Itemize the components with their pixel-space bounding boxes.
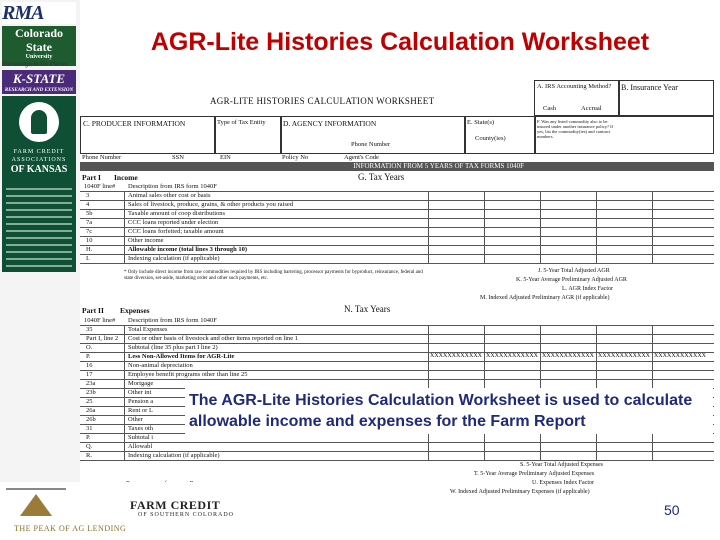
rma-logo: RMA [2, 2, 76, 24]
farm-credit-southern-colorado-logo: FARM CREDIT OF SOUTHERN COLORADO THE PEAK OF AG LENDING [0, 482, 236, 540]
excluded-mark: XXXXXXXXXXXX [430, 353, 482, 359]
expense-line-number: P. [86, 353, 91, 360]
policy-no-label: Policy No [282, 154, 309, 161]
k-label: K. 5-Year Average Preliminary Adjusted AGR [516, 277, 627, 283]
producer-info-box: C. PRODUCER INFORMATION [80, 116, 216, 154]
page-number: 50 [664, 502, 680, 518]
expense-line-number: O. [86, 344, 93, 351]
u-label: U. Expenses Index Factor [532, 480, 594, 486]
info-bar: INFORMATION FROM 5 YEARS OF TAX FORMS 1040F [80, 162, 714, 171]
expense-line-number: 35 [86, 326, 93, 333]
kstate-logo: K-STATE RESEARCH AND EXTENSION [2, 70, 76, 94]
farm-credit-kansas-logo [2, 96, 76, 272]
m-label: M. Indexed Adjusted Preliminary AGR (if applicable) [480, 295, 610, 301]
ein-label: EIN [220, 154, 231, 161]
expense-line-number: Part I, line 2 [86, 335, 119, 342]
expense-line-number: 23b [86, 389, 96, 396]
excluded-mark: XXXXXXXXXXXX [486, 353, 538, 359]
g-tax-years: G. Tax Years [358, 172, 405, 182]
part2-label: Part II [82, 306, 104, 315]
expense-description: Allowabl [128, 443, 153, 450]
income-description: Sales of livestock, produce, grains, & other products you raised [128, 201, 293, 208]
farm-credit-emblem-icon [19, 102, 59, 142]
income-description: CCC loans forfeited; taxable amount [128, 228, 224, 235]
expense-line-number: 26b [86, 416, 96, 423]
agency-info-box: D. AGENCY INFORMATION Phone Number [280, 116, 466, 154]
expense-description: Other int [128, 389, 152, 396]
logo-sidebar [0, 0, 80, 540]
expense-line-number: 17 [86, 371, 93, 378]
income-header-row: 1040F line# Description from IRS form 1040F [80, 182, 714, 192]
income-line-number: 7a [86, 219, 93, 226]
income-line-number: 3 [86, 192, 90, 199]
income-footnote: * Only include direct income from raw commodities required by IRS including bartering, processor payments for byproduct, reinsurance, federal and state diversion, set-aside, marketing order and other such payments, etc. [124, 270, 423, 281]
fcak-name: FARM CREDIT ASSOCIATIONS OF KANSAS [10, 149, 68, 175]
income-description: CCC loans reported under election [128, 219, 219, 226]
tax-entity-box: Type of Tax Entity [214, 116, 282, 154]
income-description: Allowable income (total lines 3 through 10) [128, 246, 248, 253]
expense-description: Subtotal (line 35 plus part I line 2) [128, 344, 218, 351]
expense-description: Employee benefit programs other than line 25 [128, 371, 248, 378]
expense-description: Total Expenses [128, 326, 168, 333]
n-tax-years: N. Tax Years [344, 304, 391, 314]
expense-description: Non-animal depreciation [128, 362, 193, 369]
expense-line-number: P. [86, 434, 91, 441]
expense-line-number: 31 [86, 425, 93, 432]
expense-description: Pension a [128, 398, 154, 405]
expense-line-number: 23a [86, 380, 96, 387]
income-line-number: 4 [86, 201, 90, 208]
expense-description: Other [128, 416, 143, 423]
expense-line-number: 16 [86, 362, 93, 369]
fcak-contact-lines [6, 188, 72, 272]
insurance-year-box: B. Insurance Year [618, 80, 714, 116]
expense-description: Rent or L [128, 407, 153, 414]
income-description: Animal sales other cost or basis [128, 192, 211, 199]
csu-tagline: Knowledge to Go Places [2, 62, 68, 68]
income-line-number: 5b [86, 210, 93, 217]
expense-description: Indexing calculation (if applicable) [128, 452, 220, 459]
income-description: Taxable amount of coop distributions [128, 210, 226, 217]
excluded-mark: XXXXXXXXXXXX [598, 353, 650, 359]
income-row [80, 254, 714, 264]
part1-label: Part I [82, 173, 101, 182]
state-box: E. State(s) County(ies) [464, 116, 536, 154]
expense-line-number: 25 [86, 398, 93, 405]
accounting-method-box: A. IRS Accounting Method? Cash Accrual [534, 80, 620, 116]
income-description: Indexing calculation (if applicable) [128, 255, 220, 262]
income-label: Income [114, 173, 138, 182]
expense-description: Subtotal i [128, 434, 154, 441]
excluded-mark: XXXXXXXXXXXX [542, 353, 594, 359]
w-label: W. Indexed Adjusted Preliminary Expenses (if applicable) [450, 489, 590, 495]
l-label: L. AGR Index Factor [562, 286, 613, 292]
csu-logo: Colorado State University [2, 26, 76, 66]
expense-row [80, 451, 714, 461]
expense-description: Less Non-Allowed Items for AGR-Lite [128, 353, 235, 360]
income-line-number: I. [86, 255, 90, 262]
t-label: T. 5-Year Average Preliminary Adjusted Expenses [474, 471, 595, 477]
expense-line-number: R. [86, 452, 92, 459]
other-policy-box: F. Was any listed commodity also to be insured under another insurance policy? If yes, list the commodity(ies) and contract numbers. [534, 116, 714, 154]
mountain-peak-icon [6, 488, 66, 520]
income-line-number: 10 [86, 237, 93, 244]
slide-title: AGR-Lite Histories Calculation Worksheet [150, 28, 650, 56]
income-line-number: H. [86, 246, 93, 253]
s-label: S. 5-Year Total Adjusted Expenses [520, 462, 604, 468]
income-description: Other income [128, 237, 164, 244]
worksheet-header-title: AGR-LITE HISTORIES CALCULATION WORKSHEET [210, 96, 435, 106]
expense-description: Cost or other basis of livestock and other items reported on line 1 [128, 335, 299, 342]
expense-description: Mortgage [128, 380, 154, 387]
j-label: J. 5-Year Total Adjusted AGR [538, 268, 610, 274]
agent-code-label: Agent's Code [344, 154, 379, 161]
phone-label: Phone Number [82, 154, 122, 161]
ssn-label: SSN [172, 154, 184, 161]
slide-caption: The AGR-Lite Histories Calculation Worksheet is used to calculate allowable income and expenses for the Farm Report [185, 388, 713, 434]
income-line-number: 7c [86, 228, 93, 235]
expense-header-row: 1040F line# Description from IRS form 1040F [80, 316, 714, 326]
expense-line-number: 26a [86, 407, 96, 414]
excluded-mark: XXXXXXXXXXXX [654, 353, 706, 359]
expense-line-number: Q. [86, 443, 93, 450]
expenses-label: Expenses [120, 306, 150, 315]
expense-description: Taxes oth [128, 425, 153, 432]
